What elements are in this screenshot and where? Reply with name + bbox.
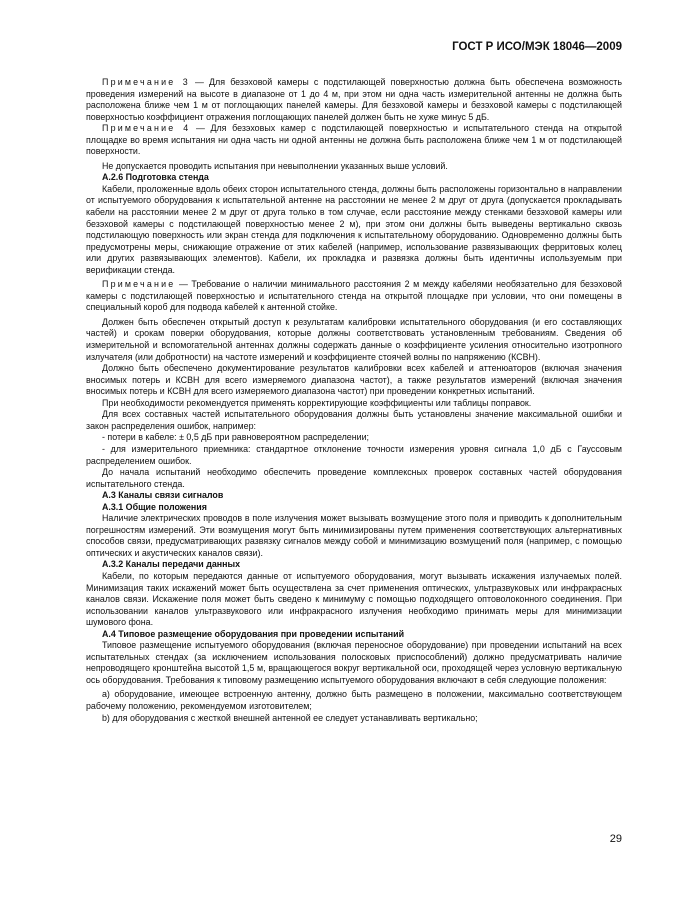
paragraph: Кабели, проложенные вдоль обеих сторон испытательного стенда, должны быть расположены горизонтально в направлении от испытуемого оборудования к испытательной антенне на расстоянии не менее 2 м друг от друга (допускается прокладывать кабели на расстоянии менее 2 м друг от друга только в том случае, если расстояние между стенками безэховой камеры или безэховой камеры с подстилающей поверхностью менее 2 м), при этом они должны быть выведены вертикально сквозь подстилающую поверхность или экран стенда для подключения к испытательному оборудованию. Одновременно должны быть предусмотрены меры, снижающие отражение от этих кабелей (например, использование развязывающих ферритовых колец или других развязывающих элементов). Кабели, их прокладка и развязка должны быть идентичны используемым при верификации стенда. xyxy=(86,183,622,275)
section-heading: А.3 Каналы связи сигналов xyxy=(102,490,224,501)
note-paragraph xyxy=(86,279,622,314)
note-label: Примечание xyxy=(102,279,176,290)
note-label: Примечание 4 xyxy=(102,123,191,134)
page-number: 29 xyxy=(609,833,622,845)
paragraph: - для измерительного приемника: стандартное отклонение точности измерения уровня сигнала 1,0 дБ с Гауссовым распределением ошибок. xyxy=(86,443,622,466)
page-header: ГОСТ Р ИСО/МЭК 18046—2009 xyxy=(452,41,622,53)
section-heading: А.3.2 Каналы передачи данных xyxy=(102,559,240,570)
paragraph: a) оборудование, имеющее встроенную антенну, должно быть размещено в положении, максимально соответствующем рабочему положению, рекомендуемом изготовителем; xyxy=(86,689,622,711)
paragraph: b) для оборудования с жесткой внешней антенной ее следует устанавливать вертикально; xyxy=(102,712,478,723)
paragraph: При необходимости рекомендуется применять корректирующие коэффициенты или таблицы поправок. xyxy=(102,397,532,408)
paragraph: Типовое размещение испытуемого оборудования (включая переносное оборудование) при проведении испытаний на всех испытательных стендах (за исключением использования полосковых приспособлений) должно предусматривать наличие непроводящего кронштейна высотой 1,5 м, вращающегося вокруг вертикальной оси, проходящей через условную вертикальную ось оборудования. Требования к типовому размещению испытуемого оборудования включают в себя следующие положения: xyxy=(86,640,622,685)
paragraph: До начала испытаний необходимо обеспечить проведение комплексных проверок составных частей оборудования испытательного стенда. xyxy=(86,467,622,489)
paragraph: Кабели, по которым передаются данные от испытуемого оборудования, могут вызывать искажения излучаемых полей. Минимизация таких искажений может быть осуществлена за счет применения оптических, ультразвуковых или инфракрасных каналов связи. Искажение поля может быть сведено к минимуму с помощью подходящего оптоволоконного соединения. При использовании каналов ультразвукового или инфракрасного излучения необходимо принимать меры для минимизации шумового фона. xyxy=(86,570,622,628)
section-heading: А.4 Типовое размещение оборудования при проведении испытаний xyxy=(102,628,405,639)
note-paragraph xyxy=(86,123,622,158)
section-heading: А.2.6 Подготовка стенда xyxy=(102,172,209,183)
note-label: Примечание 3 xyxy=(102,77,190,87)
section-heading: А.3.1 Общие положения xyxy=(102,501,207,512)
paragraph: Должно быть обеспечено документирование результатов калибровки всех кабелей и аттенюаторов (включая значения вносимых потерь и КСВН для всего измеряемого диапазона частот), а также результатов измерений (включая значения вносимых потерь и КСВН для всего измеряемого диапазона частот) при проведении конкретных испытаний. xyxy=(86,363,622,397)
note-text: — Для безэховой камеры с подстилающей поверхностью должна быть обеспечена возможность проведения измерений на высоте в диапазоне от 1 до 4 м, при этом ни одна часть измерительной антенны не должна быть расположена ближе чем 1 м от поглощающих панелей камеры. Для безэховой камеры и безэховой камеры с подстилающей поверхностью коэффициент отражения поглощающих панелей должен быть не хуже минус 5 дБ. xyxy=(86,77,622,122)
paragraph: - потери в кабеле: ± 0,5 дБ при равновероятном распределении; xyxy=(102,432,369,443)
note-text: — Для безэховых камер с подстилающей поверхностью и испытательного стенда на открытой площадке во время испытания ни одна часть ни одной антенны не должна быть расположена ближе чем 1 м от подстилающей поверхности. xyxy=(86,123,622,157)
note-paragraph xyxy=(86,77,622,123)
paragraph: Наличие электрических проводов в поле излучения может вызывать возмущение этого поля и приводить к дополнительным погрешностям измерений. Эти возмущения могут быть минимизированы путем применения соответствующих альтернативных способов связи, предусматривающих развязку сигналов между собой и минимизацию возмущений поля (например, с помощью оптических и акустических каналов связи). xyxy=(86,513,622,558)
paragraph: Не допускается проводить испытания при невыполнении указанных выше условий. xyxy=(102,160,448,171)
paragraph: Для всех составных частей испытательного оборудования должны быть установлены значение максимальной ошибки и закон распределения ошибок, например: xyxy=(86,409,622,431)
document-body xyxy=(86,77,622,724)
paragraph: Должен быть обеспечен открытый доступ к результатам калибровки испытательного оборудования (и его составляющих частей) и срокам поверки оборудования, которые должны соответствовать установленным требованиям. Сведения об измерительной и вспомогательной антеннах должны содержать данные о коэффициенте усиления относительно изотропного излучателя (или добротности) на частоте измерений и коэффициенте стоячей волны по напряжению (КСВН). xyxy=(86,316,622,362)
note-text: — Требование о наличии минимального расстояния 2 м между кабелями необязательно для безэховой камеры с подстилающей поверхностью и испытательного стенда на открытой площадке при условии, что они помещены в специальный короб для подвода кабелей к антенной стойке. xyxy=(86,279,622,313)
